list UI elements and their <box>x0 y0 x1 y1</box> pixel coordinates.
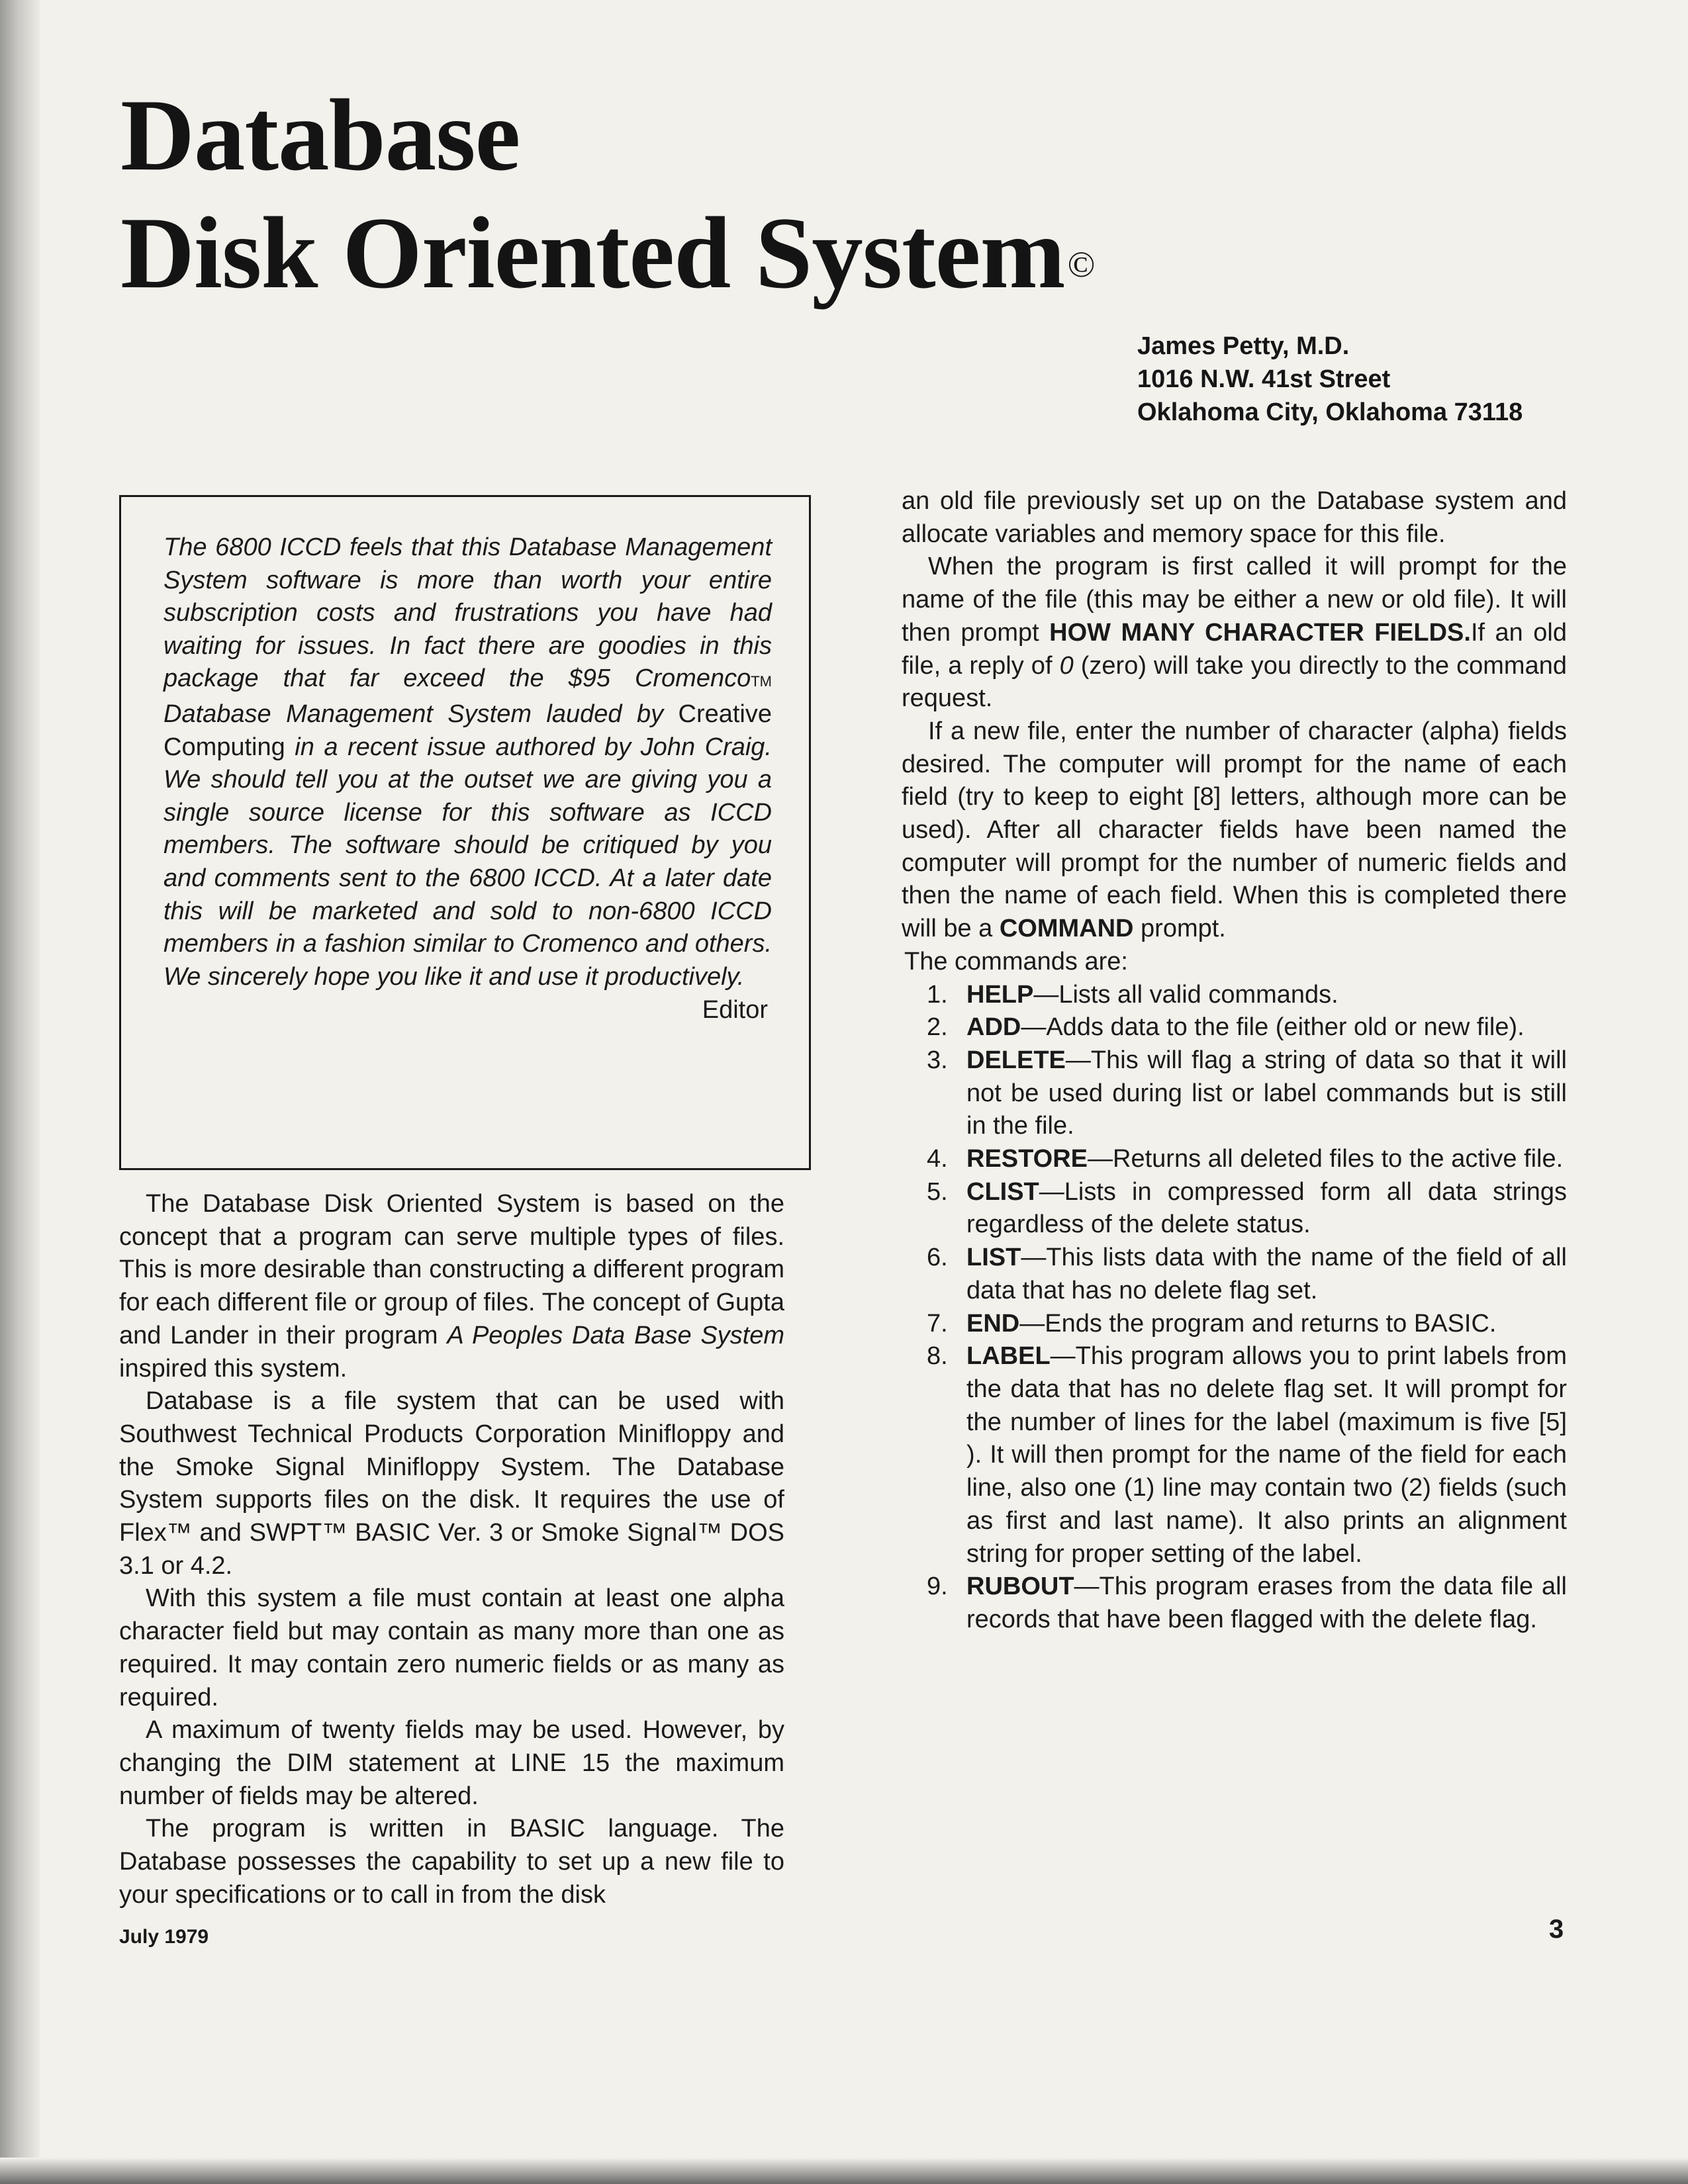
paragraph-8 <box>902 715 1567 946</box>
editor-note-part-2: Database Management System lauded by <box>164 700 679 728</box>
list-item <box>902 1011 1567 1044</box>
author-name: James Petty, M.D. <box>1137 332 1350 360</box>
left-column <box>119 1188 784 1911</box>
list-item-number: 8. <box>927 1342 948 1371</box>
paragraph-8-c: prompt. <box>1133 915 1226 943</box>
paragraph-7-a: When the program is first called it will prompt for the name of the file (this may be either a new or old file). It will then prompt <box>902 553 1567 647</box>
right-column <box>902 485 1567 1637</box>
program-title: A Peoples Data Base System <box>447 1321 785 1349</box>
trademark-mark: TM <box>751 673 772 690</box>
paragraph-1-c: inspired this system. <box>119 1354 348 1383</box>
list-item-number: 7. <box>927 1309 948 1338</box>
paragraph-6: an old file previously set up on the Database system and allocate variables and memory space for this file. <box>902 487 1567 548</box>
list-item <box>902 1044 1567 1143</box>
command-description: —This will flag a string of data so that it will not be used during list or label commands but is still in the file. <box>966 1046 1567 1140</box>
list-item <box>902 979 1567 1012</box>
list-item-number: 2. <box>927 1013 948 1042</box>
list-item <box>902 1242 1567 1307</box>
creative-computing-name: Creative Computing <box>164 700 772 761</box>
page-bottom-shadow <box>0 2158 1688 2184</box>
paragraph-8-a: If a new file, enter the number of character (alpha) fields desired. The computer will prompt for the name of each field (try to keep to eight [8] letters, although more can be used). After all character fields have been named the computer will prompt for the number of numeric fields and then the name of each field. When this is completed there will be a <box>902 717 1567 943</box>
paragraph-7-e: (zero) will take you directly to the command request. <box>902 651 1567 713</box>
command-name: END <box>966 1309 1020 1338</box>
paragraph-3: With this system a file must contain at least one alpha character field but may contain as many more than one as required. It may contain zero numeric fields or as many as required. <box>119 1584 784 1711</box>
command-description: —This program erases from the data file all records that have been flagged with the delete flag. <box>966 1572 1567 1633</box>
list-item-number: 9. <box>927 1572 948 1601</box>
list-item-number: 5. <box>927 1177 948 1206</box>
author-street: 1016 N.W. 41st Street <box>1137 365 1391 393</box>
command-description: —Ends the program and returns to BASIC. <box>1019 1309 1497 1338</box>
editor-note-box <box>119 495 811 1170</box>
copyright-mark: © <box>1067 244 1095 285</box>
command-name: CLIST <box>966 1177 1039 1206</box>
title-line-2-text: Disk Oriented System <box>120 196 1065 310</box>
binding-spine-shadow <box>0 0 40 2184</box>
command-description: —This lists data with the name of the field of all data that has no delete flag set. <box>966 1244 1567 1304</box>
zero-reply: 0 <box>1059 651 1074 680</box>
list-item <box>902 1143 1567 1176</box>
prompt-how-many: HOW MANY CHARACTER FIELDS. <box>1049 618 1471 647</box>
command-name: LIST <box>966 1244 1021 1272</box>
list-item <box>902 1340 1567 1570</box>
list-item-number: 4. <box>927 1145 948 1173</box>
command-name: RESTORE <box>966 1145 1088 1173</box>
paragraph-5: The program is written in BASIC language. The Database possesses the capability to set up a new file to your specifications or to call in from the disk <box>119 1815 784 1909</box>
page-number: 3 <box>1549 1915 1564 1944</box>
issue-date: July 1979 <box>119 1926 209 1948</box>
commands-intro: The commands are: <box>904 947 1128 976</box>
paragraph-4: A maximum of twenty fields may be used. However, by changing the DIM statement at LINE 15 the maximum number of fields may be altered. <box>119 1716 784 1810</box>
command-description: —Returns all deleted files to the active file. <box>1088 1145 1564 1173</box>
command-name: RUBOUT <box>966 1572 1074 1601</box>
command-description: —Lists in compressed form all data strings regardless of the delete status. <box>966 1177 1567 1239</box>
list-item <box>902 1308 1567 1341</box>
command-name: DELETE <box>966 1046 1066 1074</box>
editor-note-part-3: in a recent issue authored by John Craig. We should tell you at the outset we are giving you a single source license for this software as ICCD members. The software should be critiqued by you and comments sent to the 6800 ICCD. At a later date this will be marketed and sold to non-6800 ICCD members in a fashion similar to Cromenco and others. We sincerely hope you like it and use it productively. <box>164 733 772 991</box>
author-block <box>1137 330 1523 429</box>
list-item <box>902 1176 1567 1242</box>
command-description: —Lists all valid commands. <box>1033 980 1338 1009</box>
list-item <box>902 1570 1567 1636</box>
command-keyword: COMMAND <box>999 915 1134 943</box>
editor-note-text <box>164 531 772 993</box>
list-item-number: 3. <box>927 1046 948 1074</box>
paragraph-2: Database is a file system that can be used with Southwest Technical Products Corporation Minifloppy and the Smoke Signal Minifloppy System. The Database System supports files on the disk. It requires the use of Flex™ and SWPT™ BASIC Ver. 3 or Smoke Signal™ DOS 3.1 or 4.2. <box>119 1387 784 1580</box>
command-name: LABEL <box>966 1342 1051 1371</box>
paragraph-1 <box>119 1188 784 1385</box>
title-line-1: Database <box>120 78 520 192</box>
paragraph-7-c: If an old file, a reply of <box>902 618 1567 680</box>
editor-signature: Editor <box>702 996 768 1024</box>
command-description: —Adds data to the file (either old or new file). <box>1021 1013 1524 1042</box>
list-item-number: 6. <box>927 1244 948 1272</box>
paragraph-7 <box>902 551 1567 715</box>
paragraph-1-a: The Database Disk Oriented System is based on the concept that a program can serve multiple types of files. This is more desirable than constructing a different program for each different file or group of files. The concept of Gupta and Lander in their program <box>119 1190 784 1349</box>
title-line-2 <box>120 194 1094 312</box>
author-city: Oklahoma City, Oklahoma 73118 <box>1137 398 1523 426</box>
command-name: HELP <box>966 980 1034 1009</box>
command-description: —This program allows you to print labels from the data that has no delete flag set. It will prompt for the number of lines for the label (maximum is five [5] ). It will then prompt for the name of the field for each line, also one (1) line may contain two (2) fields (such as first and last name). It also prints an alignment string for proper setting of the label. <box>966 1342 1567 1568</box>
command-name: ADD <box>966 1013 1021 1042</box>
editor-note-part-1: The 6800 ICCD feels that this Database Management System software is more than worth your entire subscription costs and frustrations you have had waiting for issues. In fact there are goodies in this package that far exceed the $95 Cromenco <box>164 533 772 693</box>
list-item-number: 1. <box>927 980 948 1009</box>
command-list <box>902 979 1567 1637</box>
article-title <box>120 76 1094 312</box>
